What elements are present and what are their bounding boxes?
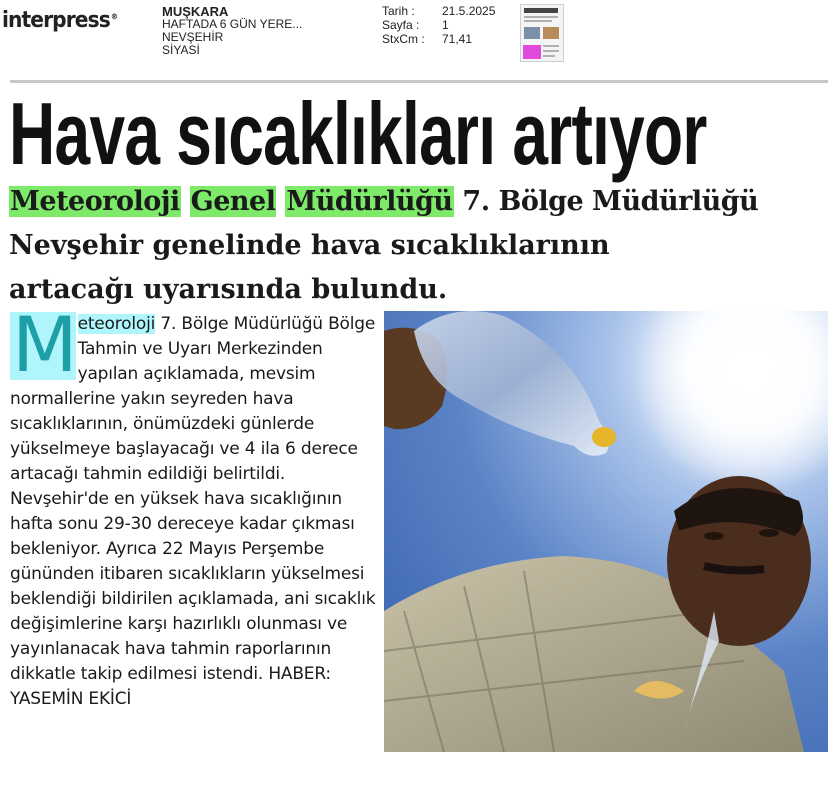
meta-stxcm: StxCm : 71,41 [382,32,473,46]
subhead-line-2: Nevşehir genelinde hava sıcaklıklarının [9,230,610,261]
drop-cap: M [12,300,74,389]
publication-name: MUŞKARA [162,4,229,19]
clipping-meta [382,4,495,46]
body-text: 7. Bölge Müdürlüğü Bölge Tahmin ve Uyarı Merkezinden yapılan açıklamada, mevsim normallerine yakın seyreden hava sıcaklıklarının, önümüzdeki günlerde yükselmeye başlayacağı ve 4 ila 6 derece artacağı tahmin edildiği belirtildi. Nevşehir'de en yüksek hava sıcaklığının hafta sonu 29-30 dereceye kadar çıkması bekleniyor. Ayrıca 22 Mayıs Perşembe gününden itibaren sıcaklıkların yükselmesi beklendiği bildirilen açıklamada, ani sıcaklık değişimlerine karşı hazırlıklı olunması ve yayınlanacak hava tahmin raporlarının dikkatle takip edilmesi istendi. HABER: YASEMİN EKİCİ [10,314,376,709]
publication-category: SİYASİ [162,43,200,57]
meta-page: Sayfa : 1 [382,18,449,32]
publication-region: NEVŞEHİR [162,30,224,44]
meta-date: Tarih : 21.5.2025 [382,4,496,18]
man-pouring-water-photo [384,311,828,752]
article-subheadline: Meteoroloji Genel Müdürlüğü 7. Bölge Müdürlüğü Nevşehir genelinde hava sıcaklıklarının artacağı uyarısında bulundu. [9,180,839,312]
article-headline: Hava sıcaklıkları artıyor [9,84,707,183]
header-divider [10,80,828,83]
article-body [10,300,382,712]
keyword-highlight: eteoroloji [77,314,156,334]
registered-mark: ® [110,11,118,21]
interpress-logo: interpress® [2,8,118,33]
publication-frequency: HAFTADA 6 GÜN YERE... [162,17,303,31]
page-thumbnail[interactable] [520,4,564,62]
publication-info [162,5,302,57]
keyword-highlight: Müdürlüğü [286,186,453,217]
subhead-line-3: artacağı uyarısında bulundu. [9,274,448,305]
keyword-highlight: Genel [190,186,276,217]
keyword-highlight: Meteoroloji [10,186,180,217]
